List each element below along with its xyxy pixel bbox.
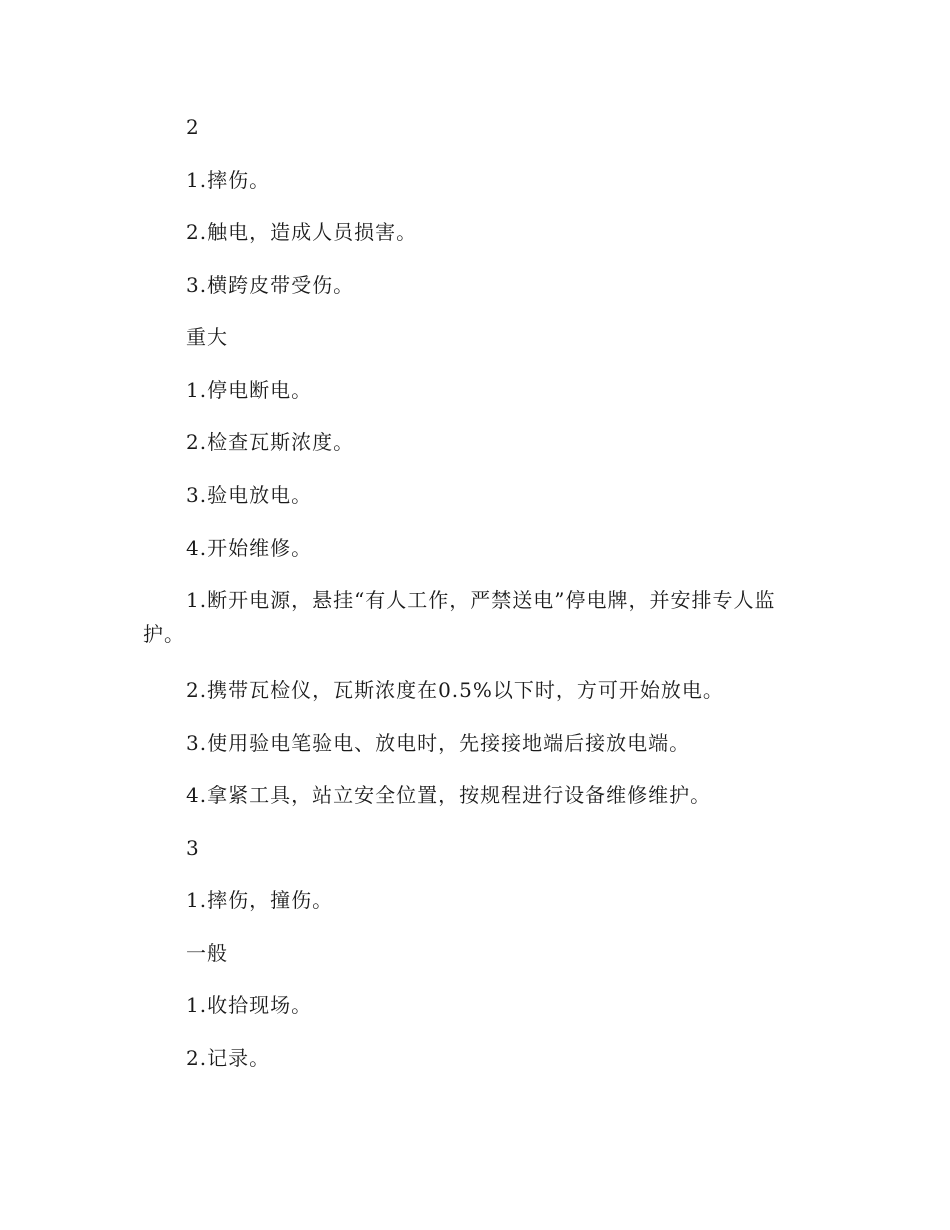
paragraph-measure: 4.拿紧工具，站立安全位置，按规程进行设备维修维护。 [186,783,712,807]
paragraph-step: 3.验电放电。 [186,483,313,507]
paragraph-step-number: 3 [186,836,200,860]
paragraph-risk-level: 重大 [186,325,228,349]
paragraph-step-number: 2 [186,115,200,139]
paragraph-measure: 2.携带瓦检仪，瓦斯浓度在0.5%以下时，方可开始放电。 [186,678,724,702]
paragraph-step: 4.开始维修。 [186,536,313,560]
paragraph-step: 2.记录。 [186,1046,271,1070]
paragraph-hazard: 1.摔伤。 [186,168,271,192]
paragraph-step: 2.检查瓦斯浓度。 [186,430,355,454]
paragraph-step: 1.停电断电。 [186,378,313,402]
paragraph-hazard: 2.触电，造成人员损害。 [186,220,418,244]
paragraph-hazard: 3.横跨皮带受伤。 [186,273,355,297]
paragraph-risk-level: 一般 [186,941,228,965]
paragraph-step: 1.收拾现场。 [186,993,313,1017]
paragraph-measure: 1.断开电源，悬挂“有人工作，严禁送电”停电牌，并安排专人监护。 [143,588,776,646]
paragraph-measure: 3.使用验电笔验电、放电时，先接接地端后接放电端。 [186,731,691,755]
paragraph-hazard: 1.摔伤，撞伤。 [186,888,334,912]
